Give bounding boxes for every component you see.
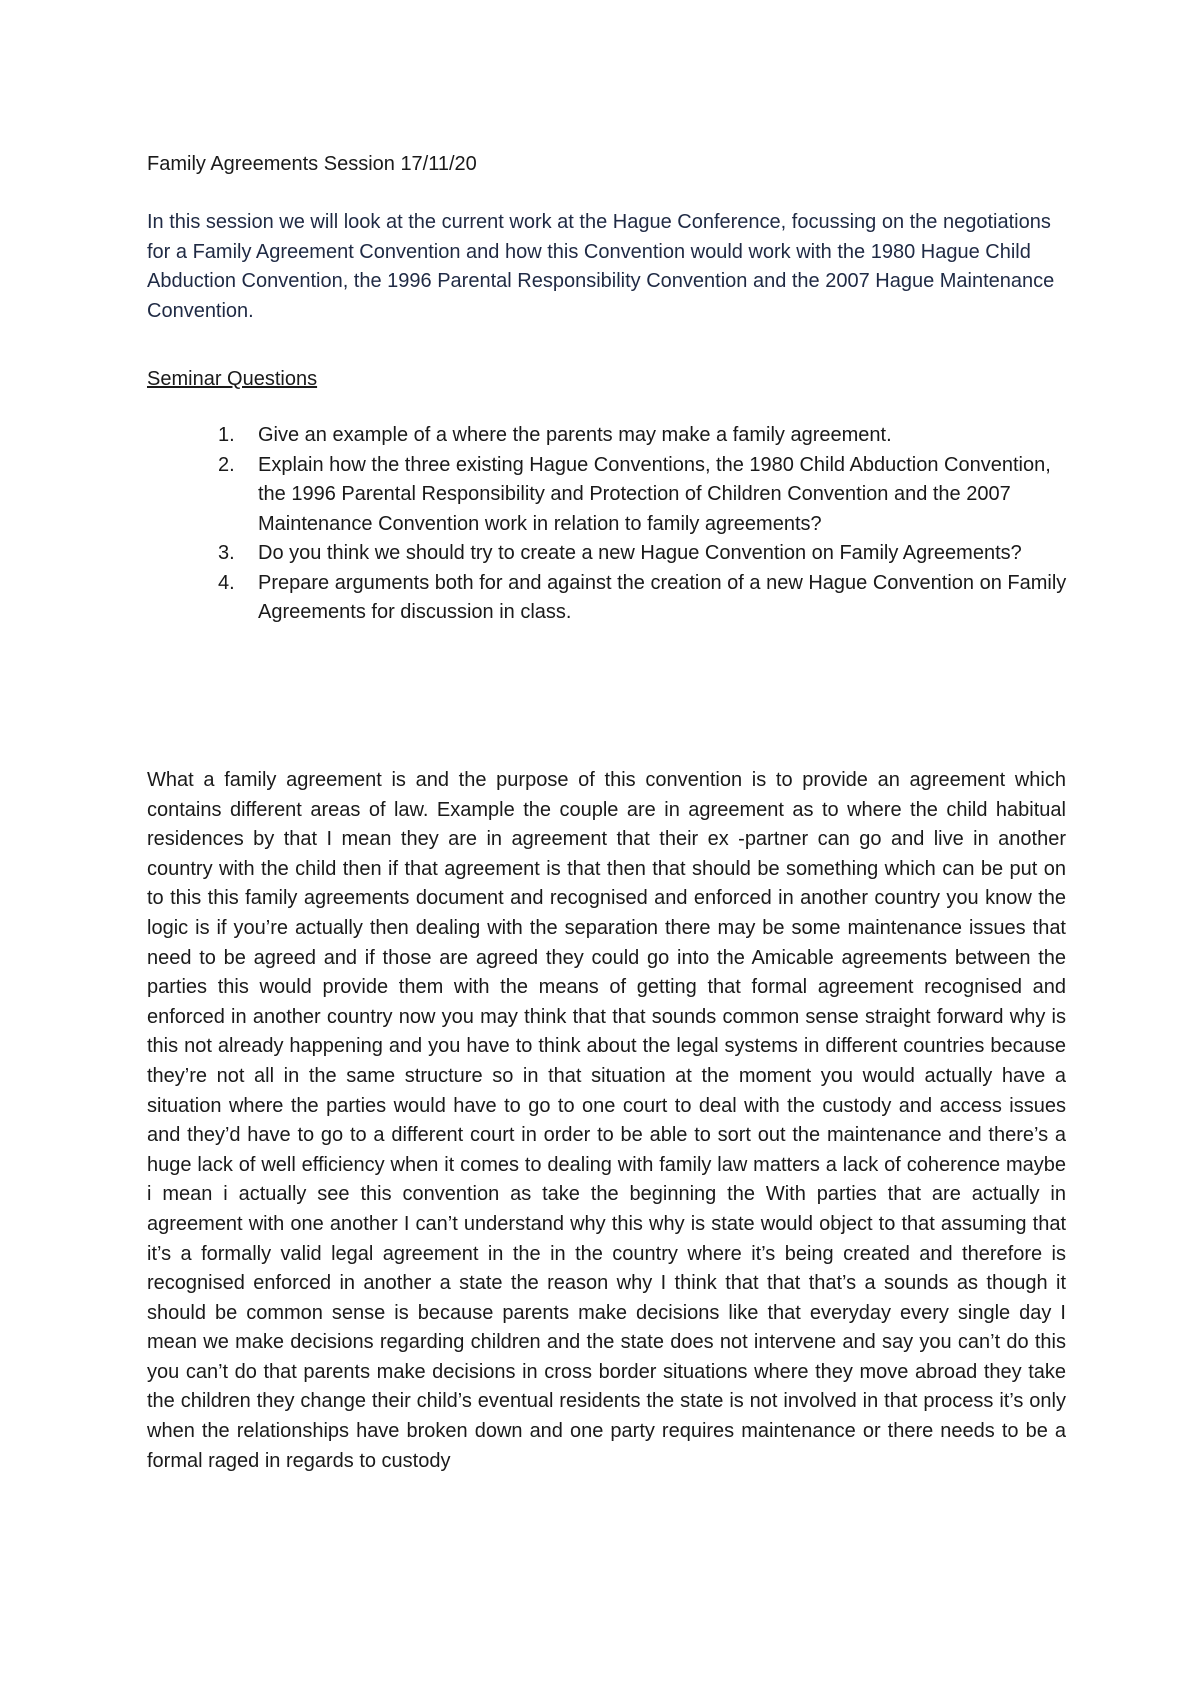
- seminar-questions-heading: Seminar Questions: [147, 368, 318, 390]
- question-text: Do you think we should try to create a new Hague Convention on Family Agreements?: [258, 542, 1022, 564]
- question-item: [218, 539, 1078, 569]
- question-number: 4.: [218, 571, 235, 594]
- document-title: Family Agreements Session 17/11/20: [147, 153, 477, 175]
- question-text: Give an example of a where the parents may make a family agreement.: [258, 424, 892, 446]
- session-intro: In this session we will look at the current work at the Hague Conference, focussing on the negotiations for a Family Agreement Convention and how this Convention would work with the 1980 Hague Child Abduction Convention, the 1996 Parental Responsibility Convention and the 2007 Hague Maintenance Convention.: [147, 211, 1055, 322]
- question-text: Prepare arguments both for and against the creation of a new Hague Convention on Family Agreements for discussion in class.: [258, 571, 1067, 623]
- seminar-questions-list: [218, 421, 1078, 628]
- question-item: [218, 451, 1078, 540]
- question-number: 2.: [218, 453, 235, 476]
- question-item: [218, 569, 1078, 628]
- question-number: 3.: [218, 542, 235, 564]
- question-item: [218, 421, 1078, 451]
- question-text: Explain how the three existing Hague Conventions, the 1980 Child Abduction Convention, the 1996 Parental Responsibility and Protection of Children Convention and the 2007 Maintenance Convention work in relation to family agreements?: [258, 453, 1051, 535]
- question-number: 1.: [218, 424, 235, 446]
- transcript-paragraph: What a family agreement is and the purpose of this convention is to provide an agreement which contains different areas of law. Example the couple are in agreement as to where the child habitual residences by that I mean they are in agreement that their ex -partner can go and live in another country with the child then if that agreement is that then that should be something which can be put on to this this family agreements document and recognised and enforced in another country you know the logic is if you’re actually then dealing with the separation there may be some maintenance issues that need to be agreed and if those are agreed they could go into the Amicable agreements between the parties this would provide them with the means of getting that formal agreement recognised and enforced in another country now you may think that that sounds common sense straight forward why is this not already happening and you have to think about the legal systems in different countries because they’re not all in the same structure so in that situation at the moment you would actually have a situation where the parties would have to go to one court to deal with the custody and access issues and they’d have to go to a different court in order to be able to sort out the maintenance and there’s a huge lack of well efficiency when it comes to dealing with family law matters a lack of coherence maybe i mean i actually see this convention as take the beginning the With parties that are actually in agreement with one another I can’t understand why this why is state would object to that assuming that it’s a formally valid legal agreement in the in the country where it’s being created and therefore is recognised enforced in another a state the reason why I think that that that’s a sounds as though it should be common sense is because parents make decisions like that everyday every single day I mean we make decisions regarding children and the state does not intervene and say you can’t do this you can’t do that parents make decisions in cross border situations where they move abroad they take the children they change their child’s eventual residents the state is not involved in that process it’s only when the relationships have broken down and one party requires maintenance or there needs to be a formal raged in regards to custody: [147, 769, 1066, 1472]
